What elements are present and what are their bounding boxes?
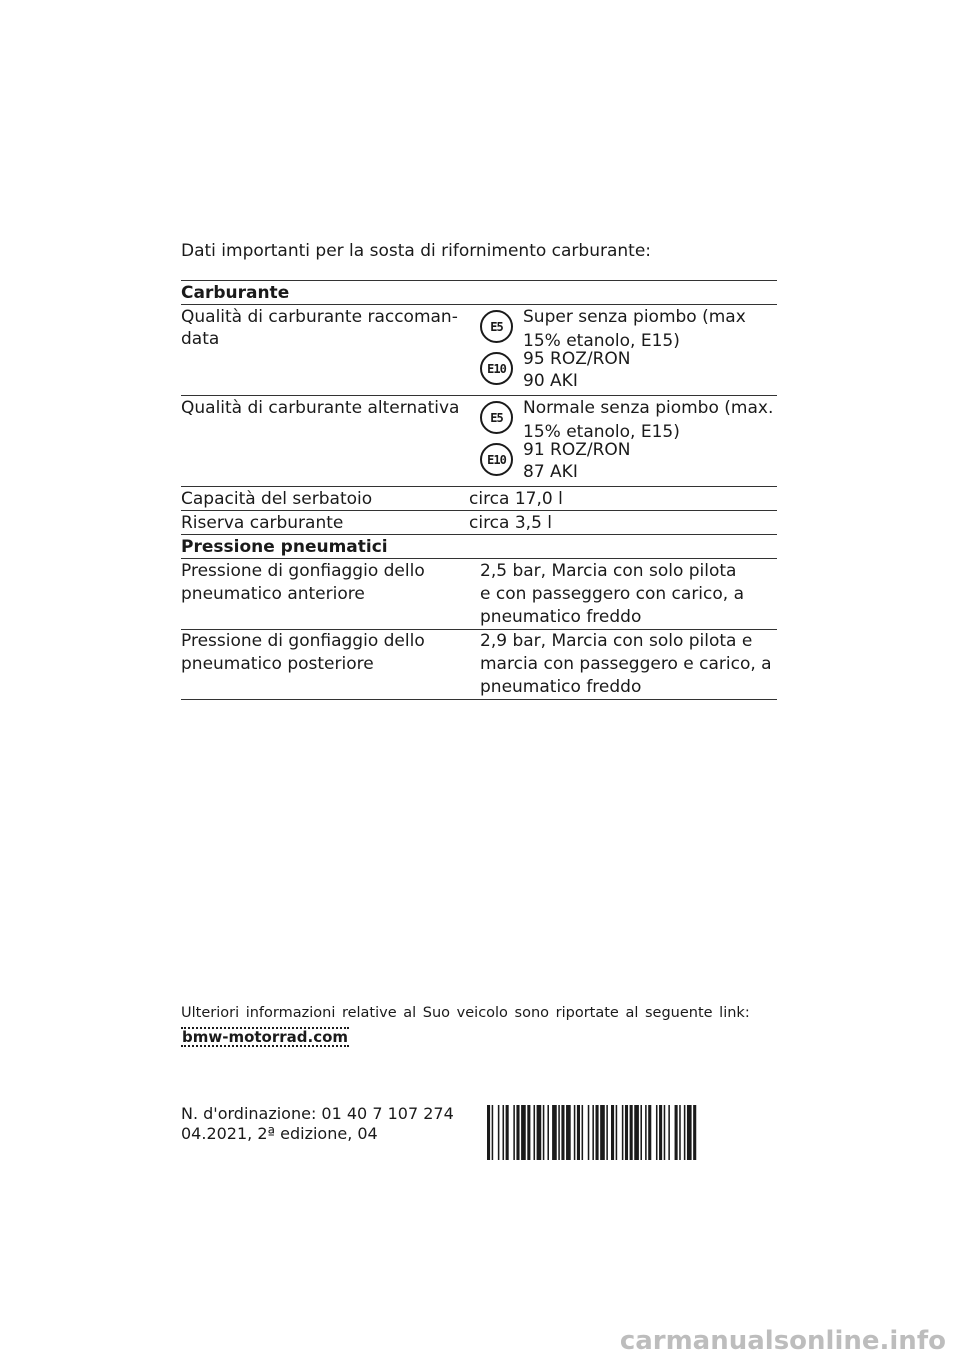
alt-fuel-value-line1: Normale senza piombo (max.	[523, 398, 774, 418]
rear-tyre-value-line3: pneumatico freddo	[480, 677, 642, 697]
divider	[181, 699, 777, 700]
rec-fuel-value-line4: 90 AKI	[523, 371, 578, 391]
e5-fuel-icon: E5	[480, 310, 513, 343]
rear-tyre-label-line2: pneumatico posteriore	[181, 654, 374, 674]
rec-fuel-value-line3: 95 ROZ/RON	[523, 349, 631, 369]
front-tyre-value-line3: pneumatico freddo	[480, 607, 642, 627]
front-tyre-value-line1: 2,5 bar, Marcia con solo pilota	[480, 561, 737, 581]
alt-fuel-value-line4: 87 AKI	[523, 462, 578, 482]
rear-tyre-value-line1: 2,9 bar, Marcia con solo pilota e	[480, 631, 753, 651]
e5-fuel-icon: E5	[480, 401, 513, 434]
alt-fuel-label: Qualità di carburante alternativa	[181, 398, 460, 418]
rec-fuel-label-line1: Qualità di carburante raccoman-	[181, 307, 458, 327]
tank-capacity-label: Capacità del serbatoio	[181, 489, 373, 509]
rec-fuel-value-line1: Super senza piombo (max	[523, 307, 746, 327]
section-tyres-heading: Pressione pneumatici	[181, 537, 388, 557]
fuel-reserve-label: Riserva carburante	[181, 513, 344, 533]
alt-fuel-value-line2: 15% etanolo, E15)	[523, 422, 680, 442]
section-fuel-heading: Carburante	[181, 283, 290, 303]
e10-fuel-icon: E10	[480, 352, 513, 385]
divider	[181, 304, 777, 305]
barcode-image	[487, 1105, 777, 1160]
divider	[181, 534, 777, 535]
watermark-text: carmanualsonline.info	[619, 1326, 946, 1356]
e10-fuel-icon: E10	[480, 443, 513, 476]
fuel-reserve-value: circa 3,5 l	[469, 513, 553, 533]
divider	[181, 510, 777, 511]
rear-tyre-value-line2: marcia con passeggero e carico, a	[480, 654, 772, 674]
website-link[interactable]: bmw-motorrad.com	[182, 1028, 349, 1046]
divider	[181, 395, 777, 396]
more-info-text: Ulteriori informazioni relative al Suo veicolo sono riportate al seguente link:	[181, 1005, 750, 1021]
divider	[181, 280, 777, 281]
edition-info: 04.2021, 2ª edizione, 04	[181, 1124, 378, 1143]
front-tyre-label-line1: Pressione di gonfiaggio dello	[181, 561, 425, 581]
intro-text: Dati importanti per la sosta di rifornimento carburante:	[181, 241, 652, 261]
tank-capacity-value: circa 17,0 l	[469, 489, 563, 509]
front-tyre-label-line2: pneumatico anteriore	[181, 584, 365, 604]
rec-fuel-value-line2: 15% etanolo, E15)	[523, 331, 680, 351]
divider	[181, 558, 777, 559]
front-tyre-value-line2: e con passeggero con carico, a	[480, 584, 745, 604]
rear-tyre-label-line1: Pressione di gonfiaggio dello	[181, 631, 425, 651]
alt-fuel-value-line3: 91 ROZ/RON	[523, 440, 631, 460]
order-number: N. d'ordinazione: 01 40 7 107 274	[181, 1104, 454, 1123]
divider	[181, 486, 777, 487]
rec-fuel-label-line2: data	[181, 329, 220, 349]
